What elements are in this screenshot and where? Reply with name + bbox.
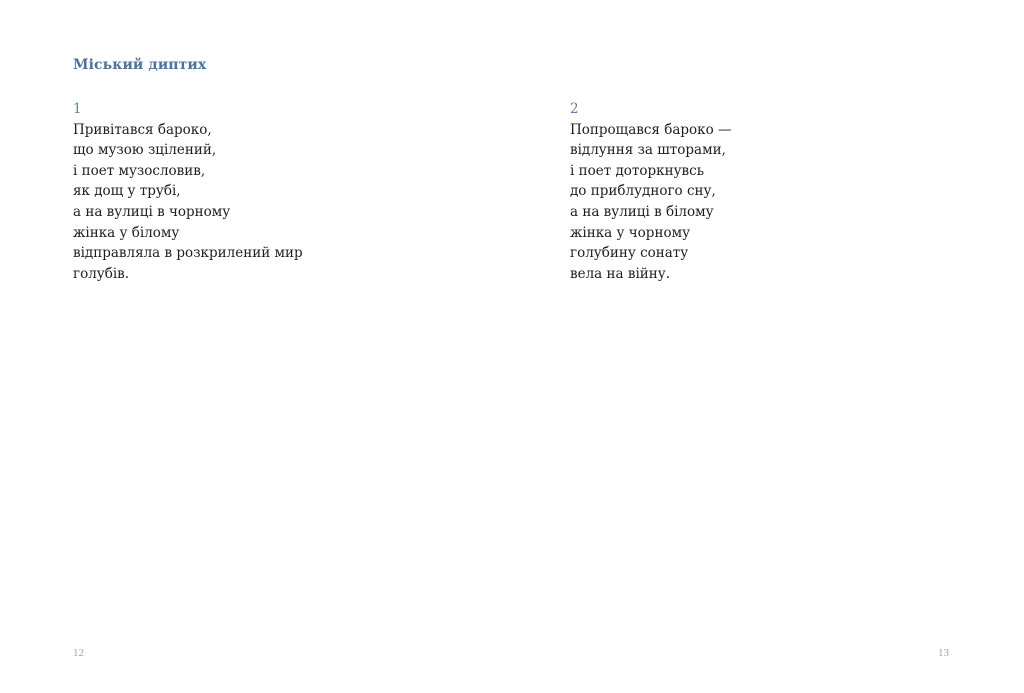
poem-line: Привітався бароко, [73, 121, 212, 138]
poem-number: 2 [570, 101, 579, 117]
poem-line: жінка у чорному [570, 224, 691, 241]
poem-line: і поет музословив, [73, 162, 206, 179]
poem-line: що музою зцілений, [73, 142, 217, 159]
poem-2 [570, 99, 870, 284]
poem-line: відправляла в розкрилений мир [73, 245, 303, 262]
poem-1 [73, 99, 373, 284]
poem-line: голубину сонату [570, 245, 689, 262]
page-title: Міський диптих [73, 57, 207, 73]
poem-line: вела на війну. [570, 265, 670, 282]
poem-line: відлуння за шторами, [570, 142, 726, 159]
poem-line: жінка у білому [73, 224, 180, 241]
poem-line: а на вулиці в білому [570, 203, 714, 220]
poem-line: голубів. [73, 265, 130, 282]
page-number-right: 13 [938, 647, 949, 659]
poem-number: 1 [73, 101, 82, 117]
poem-line: Попрощався бароко — [570, 121, 732, 138]
poem-line: як дощ у трубі, [73, 183, 181, 200]
poem-line: а на вулиці в чорному [73, 203, 231, 220]
page-number-left: 12 [73, 647, 84, 659]
poem-line: і поет доторкнувсь [570, 162, 705, 179]
poem-line: до приблудного сну, [570, 183, 716, 200]
